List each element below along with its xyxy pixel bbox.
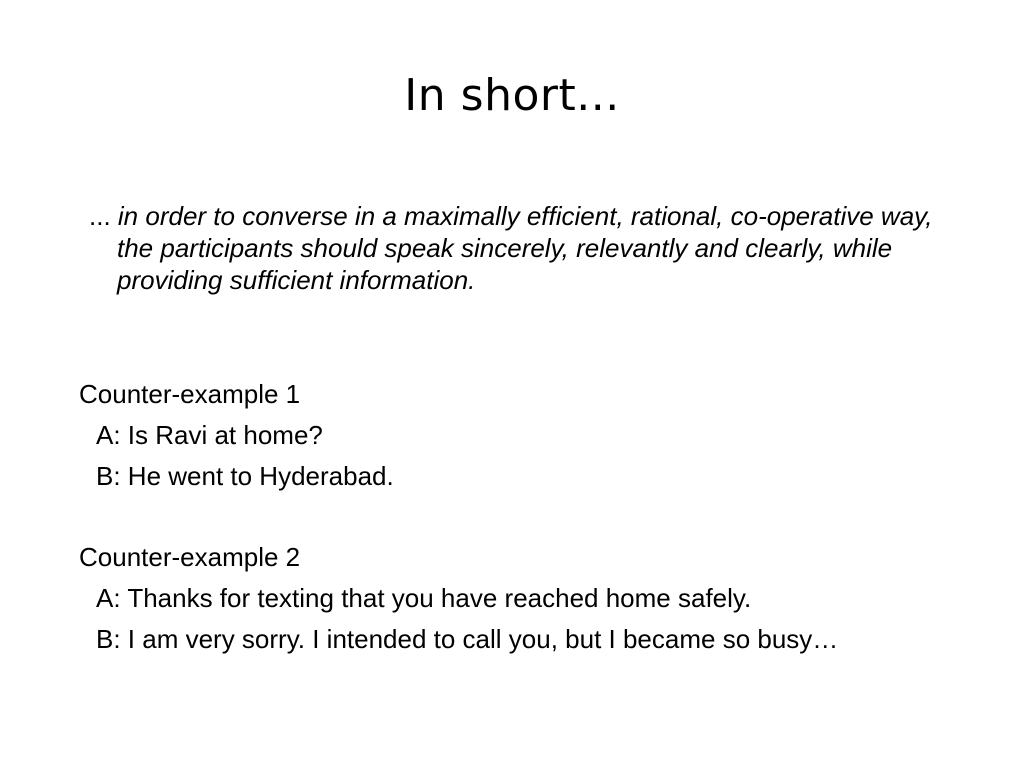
counter-example-1-line-b: B: He went to Hyderabad. [96,461,394,491]
counter-example-2-heading: Counter-example 2 [79,542,301,572]
quote-ellipsis: ... [89,201,111,231]
quote-text: in order to converse in a maximally efficient, rational, co-operative way, the participants should speak sincerely, relevantly and clearly, while providing sufficient information. [117,201,933,295]
counter-example-1-line-a: A: Is Ravi at home? [96,420,323,450]
slide-title: In short... [404,70,620,121]
counter-example-1 [79,374,959,497]
counter-example-2-line-a: A: Thanks for texting that you have reached home safely. [96,583,752,613]
quote-paragraph [89,200,947,296]
counter-example-2-line-b: B: I am very sorry. I intended to call you, but I became so busy… [96,624,839,654]
counter-example-1-heading: Counter-example 1 [79,379,301,409]
counter-example-2 [79,537,959,660]
